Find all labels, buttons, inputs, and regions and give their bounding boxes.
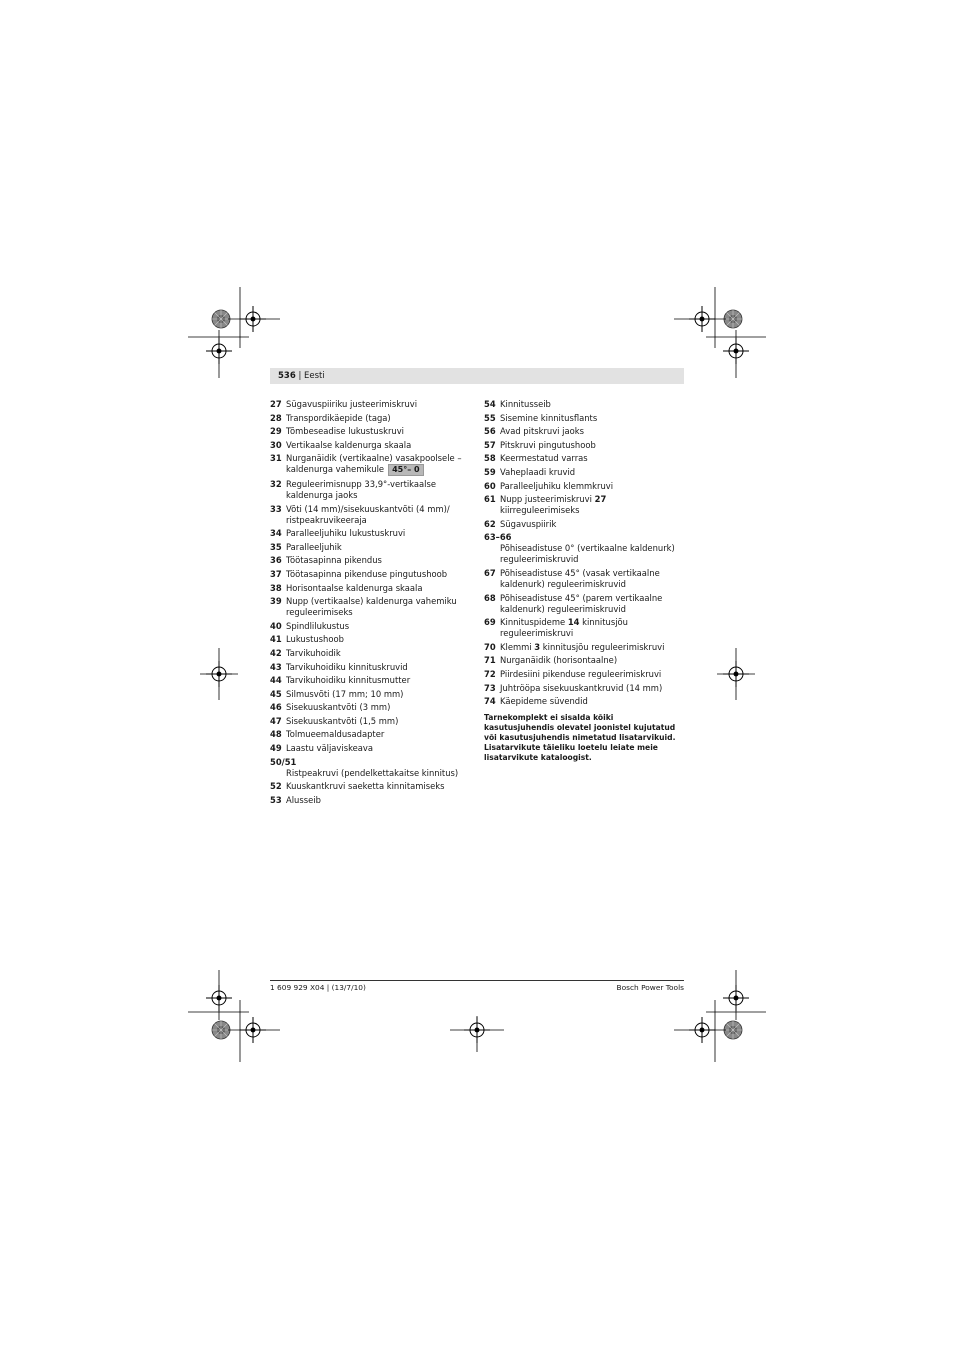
item-number	[484, 426, 496, 437]
item-number	[270, 675, 282, 686]
item-number-start: 28	[270, 412, 282, 423]
list-item	[484, 494, 684, 516]
item-text-content: Võti (14 mm)/sisekuuskantvõti (4 mm)/ ristpeakruvikeeraja	[286, 503, 450, 525]
item-number	[484, 683, 496, 694]
item-number-start: 30	[270, 439, 282, 450]
item-text-content: Tarvikuhoidiku kinnitusmutter	[286, 675, 411, 686]
item-number	[270, 596, 282, 607]
list-item	[484, 440, 684, 451]
item-number	[484, 494, 496, 505]
item-text-after: kinnitusjõu reguleerimiskruvi	[500, 617, 628, 639]
list-item	[270, 689, 470, 700]
item-number	[270, 555, 282, 566]
list-item	[484, 593, 684, 615]
item-number-start: 50/51	[270, 756, 297, 767]
list-item	[270, 413, 470, 424]
item-number-start: 44	[270, 675, 282, 686]
item-number-start: 62	[484, 518, 496, 529]
item-text-content: Alusseib	[286, 794, 321, 805]
item-text	[286, 542, 342, 552]
item-text	[286, 795, 321, 805]
item-number	[270, 479, 282, 490]
item-text-ref: 14	[567, 617, 580, 628]
list-item	[484, 399, 684, 410]
item-number	[270, 542, 282, 553]
item-text-content: Paralleeljuhiku lukustuskruvi	[286, 528, 406, 539]
item-text-content: Paralleeljuhiku klemmkruvi	[500, 480, 614, 491]
item-number	[270, 413, 282, 424]
item-number-start: 72	[484, 668, 496, 679]
item-text-content: Põhiseadistuse 45° (vasak vertikaalne kaldenurk) reguleerimiskruvid	[500, 567, 660, 589]
item-number-start: 56	[484, 426, 496, 437]
item-text	[500, 467, 575, 477]
item-text-content: Põhiseadistuse 45° (parem vertikaalne kaldenurk) reguleerimiskruvid	[500, 592, 663, 614]
item-text-before: Nupp justeerimiskruvi	[500, 494, 595, 505]
footer-divider	[270, 980, 684, 981]
item-number	[484, 399, 496, 410]
list-item	[270, 621, 470, 632]
list-item	[270, 528, 470, 539]
item-number-start: 58	[484, 453, 496, 464]
list-item	[484, 655, 684, 666]
list-item	[270, 426, 470, 437]
item-text	[286, 648, 341, 658]
item-number-start: 71	[484, 655, 496, 666]
item-text	[500, 655, 617, 665]
item-text	[500, 568, 660, 589]
item-number-start: 35	[270, 541, 282, 552]
item-text-ref: 3	[534, 641, 541, 652]
item-text	[286, 781, 445, 791]
list-item	[270, 583, 470, 594]
list-item	[484, 413, 684, 424]
item-number	[270, 426, 282, 437]
list-item	[270, 648, 470, 659]
item-text-content: Käepideme süvendid	[500, 696, 588, 707]
item-text-before: Kinnituspideme	[500, 617, 568, 628]
list-item	[484, 669, 684, 680]
item-text	[286, 662, 408, 672]
item-text	[500, 642, 664, 652]
item-text-content: Nurganäidik (vertikaalne) vasakpoolsele – kaldenurga vahemikule	[286, 453, 462, 475]
item-text	[500, 440, 596, 450]
item-number	[270, 689, 282, 700]
item-text-content: Vertikaalse kaldenurga skaala	[286, 439, 412, 450]
item-text	[500, 617, 628, 638]
item-text-content: Spindlilukustus	[286, 620, 350, 631]
list-item	[270, 440, 470, 451]
parts-list-left	[270, 399, 470, 808]
item-number-start: 73	[484, 682, 496, 693]
item-text	[286, 440, 411, 450]
list-item	[484, 568, 684, 590]
item-text	[286, 675, 410, 685]
item-number-start: 61	[484, 494, 496, 505]
item-number	[270, 504, 282, 515]
item-number-start: 59	[484, 466, 496, 477]
item-text-content: Töötasapinna pikendus	[286, 555, 382, 566]
item-text	[286, 689, 403, 699]
item-text-content: Tarvikuhoidik	[286, 647, 341, 658]
item-text	[500, 683, 662, 693]
item-number	[484, 519, 496, 530]
item-text	[286, 596, 457, 617]
item-text-content: Kuuskantkruvi saeketta kinnitamiseks	[286, 781, 445, 792]
item-text	[484, 543, 684, 565]
item-number-start: 68	[484, 592, 496, 603]
item-text-content: Transpordikäepide (taga)	[286, 412, 391, 423]
item-text-content: Silmusvõti (17 mm; 10 mm)	[286, 688, 404, 699]
item-number	[484, 532, 684, 543]
item-number-start: 33	[270, 503, 282, 514]
item-text	[286, 453, 462, 474]
item-number-start: 54	[484, 399, 496, 409]
item-number	[484, 481, 496, 492]
item-text-content: Keermestatud varras	[500, 453, 588, 464]
item-text	[270, 768, 470, 779]
item-number-start: 47	[270, 715, 282, 726]
list-item	[270, 743, 470, 754]
item-number	[484, 696, 496, 707]
item-text-after: kiirreguleerimiseks	[500, 505, 580, 516]
item-number	[484, 467, 496, 478]
item-number	[484, 568, 496, 579]
list-item	[270, 453, 470, 476]
item-text	[286, 729, 384, 739]
item-number	[270, 743, 282, 754]
item-text-content: Avad pitskruvi jaoks	[500, 426, 584, 437]
header-language: Eesti	[304, 371, 325, 381]
item-number	[270, 440, 282, 451]
item-text	[500, 494, 606, 515]
item-text-content: Ristpeakruvi (pendelkettakaitse kinnitus)	[286, 767, 459, 778]
item-number	[270, 781, 282, 792]
item-text-content: Paralleeljuhik	[286, 541, 342, 552]
list-item	[270, 675, 470, 686]
item-text-before: Klemmi	[500, 641, 535, 652]
accessory-note: Tarnekomplekt ei sisalda kõiki kasutusjuhendis olevatel joonistel kujutatud või kasutusjuhendis nimetatud lisatarvikuid. Lisatarvikute täieliku loetelu leiate meie lisatarvikute kataloogist.	[484, 713, 676, 763]
item-text-content: Lukustushoob	[286, 634, 344, 645]
item-number-start: 52	[270, 781, 282, 792]
item-text	[286, 583, 422, 593]
item-number-start: 57	[484, 439, 496, 450]
item-number-separator: –	[495, 532, 500, 543]
item-number-start: 27	[270, 399, 282, 409]
item-text-content: Tarvikuhoidiku kinnituskruvid	[286, 661, 408, 672]
item-number	[484, 413, 496, 424]
item-number-start: 53	[270, 794, 282, 805]
list-item	[484, 696, 684, 707]
item-number-start: 31	[270, 453, 282, 464]
item-number-start: 63	[484, 532, 496, 543]
item-text	[500, 519, 556, 529]
item-text-content: Sisekuuskantvõti (3 mm)	[286, 702, 391, 713]
item-text-content: Kinnitusseib	[500, 399, 551, 409]
list-item	[270, 634, 470, 645]
item-text-content: Laastu väljaviskeava	[286, 743, 373, 754]
item-text-content: Tõmbeseadise lukustuskruvi	[286, 426, 404, 437]
item-number	[484, 669, 496, 680]
item-number	[270, 702, 282, 713]
list-item	[270, 569, 470, 580]
item-number	[484, 617, 496, 628]
item-text-content: Sisemine kinnitusflants	[500, 412, 598, 423]
item-text-content: Tolmueemaldusadapter	[286, 729, 385, 740]
item-text	[286, 413, 391, 423]
list-item	[270, 757, 470, 779]
item-text-ref: 27	[594, 494, 607, 505]
item-text	[286, 569, 447, 579]
item-number-start: 45	[270, 688, 282, 699]
item-number-start: 39	[270, 596, 282, 607]
item-number-start: 40	[270, 620, 282, 631]
item-text-content: Juhtrööpa sisekuuskantkruvid (14 mm)	[500, 682, 663, 693]
item-text	[500, 593, 662, 614]
item-text	[500, 399, 551, 409]
item-text	[286, 621, 349, 631]
item-number-start: 46	[270, 702, 282, 713]
item-text-content: Reguleerimisnupp 33,9°-vertikaalse kaldenurga jaoks	[286, 478, 436, 500]
item-text	[286, 528, 405, 538]
item-number	[270, 528, 282, 539]
list-item	[484, 683, 684, 694]
item-number-start: 70	[484, 641, 496, 652]
item-text	[286, 399, 417, 409]
item-number	[270, 662, 282, 673]
list-item	[484, 467, 684, 478]
item-number	[270, 583, 282, 594]
list-item	[270, 716, 470, 727]
item-text	[500, 481, 613, 491]
list-item	[270, 479, 470, 501]
item-text	[500, 413, 597, 423]
list-item	[484, 617, 684, 639]
list-item	[270, 702, 470, 713]
item-text	[286, 743, 373, 753]
item-text-content: Pitskruvi pingutushoob	[500, 439, 596, 450]
list-item	[270, 504, 470, 526]
item-number	[484, 593, 496, 604]
angle-badge: 45°– 0	[388, 464, 423, 476]
parts-list-right	[484, 399, 684, 763]
list-item	[270, 555, 470, 566]
item-number	[270, 569, 282, 580]
list-item	[484, 532, 684, 565]
list-item	[270, 596, 470, 618]
item-number-start: 69	[484, 617, 496, 628]
header-separator: |	[295, 371, 305, 381]
item-number-start: 55	[484, 412, 496, 423]
item-text	[286, 555, 382, 565]
item-number-start: 74	[484, 696, 496, 707]
item-text-content: Nurganäidik (horisontaalne)	[500, 655, 618, 666]
list-item	[270, 781, 470, 792]
footer-doc-number: 1 609 929 X04 | (13/7/10)	[270, 983, 366, 992]
list-item	[270, 542, 470, 553]
list-item	[484, 642, 684, 653]
item-number	[270, 716, 282, 727]
list-item	[270, 795, 470, 806]
item-text	[500, 696, 588, 706]
item-number-start: 42	[270, 647, 282, 658]
item-number-start: 32	[270, 478, 282, 489]
item-text-content: Põhiseadistuse 0° (vertikaalne kaldenurk) reguleerimiskruvid	[500, 543, 675, 565]
item-number	[484, 453, 496, 464]
item-number	[270, 399, 282, 410]
list-item	[484, 481, 684, 492]
item-text	[286, 716, 398, 726]
item-number	[484, 642, 496, 653]
item-number-start: 36	[270, 555, 282, 566]
item-number-start: 34	[270, 528, 282, 539]
item-text-content: Sügavuspiirik	[500, 518, 557, 529]
item-text	[500, 453, 588, 463]
list-item	[484, 426, 684, 437]
page-number: 536	[278, 371, 296, 381]
item-number-start: 43	[270, 661, 282, 672]
item-number	[270, 757, 470, 768]
item-number	[270, 729, 282, 740]
item-number-start: 67	[484, 567, 496, 578]
list-item	[270, 662, 470, 673]
page-header	[270, 368, 684, 384]
item-text-content: Piirdesiini pikenduse reguleerimiskruvi	[500, 668, 662, 679]
item-number-start: 38	[270, 582, 282, 593]
item-number-start: 49	[270, 743, 282, 754]
item-text-after: kinnitusjõu reguleerimiskruvi	[540, 641, 665, 652]
item-number	[484, 655, 496, 666]
item-text	[286, 504, 450, 525]
item-text-content: Vaheplaadi kruvid	[500, 466, 576, 477]
item-text	[500, 426, 584, 436]
item-number-start: 29	[270, 426, 282, 437]
item-text	[286, 702, 390, 712]
list-item	[484, 519, 684, 530]
item-number	[270, 634, 282, 645]
item-text	[286, 634, 344, 644]
item-text	[286, 479, 436, 500]
list-item	[484, 453, 684, 464]
item-number	[270, 621, 282, 632]
item-text	[500, 669, 661, 679]
list-item	[270, 729, 470, 740]
item-number	[270, 795, 282, 806]
item-number-start: 60	[484, 480, 496, 491]
item-text-content: Horisontaalse kaldenurga skaala	[286, 582, 423, 593]
item-text-content: Sisekuuskantvõti (1,5 mm)	[286, 715, 399, 726]
item-text-content: Sügavuspiiriku justeerimiskruvi	[286, 399, 418, 409]
item-number	[270, 648, 282, 659]
item-text-content: Töötasapinna pikenduse pingutushoob	[286, 568, 448, 579]
item-number-end: 66	[499, 532, 512, 543]
item-number	[270, 453, 282, 464]
item-text	[286, 426, 404, 436]
item-number-start: 41	[270, 634, 282, 645]
item-number-start: 37	[270, 568, 282, 579]
list-item	[270, 399, 470, 410]
footer-brand: Bosch Power Tools	[616, 983, 684, 992]
item-number	[484, 440, 496, 451]
item-number-start: 48	[270, 729, 282, 740]
item-text-content: Nupp (vertikaalse) kaldenurga vahemiku reguleerimiseks	[286, 596, 457, 618]
